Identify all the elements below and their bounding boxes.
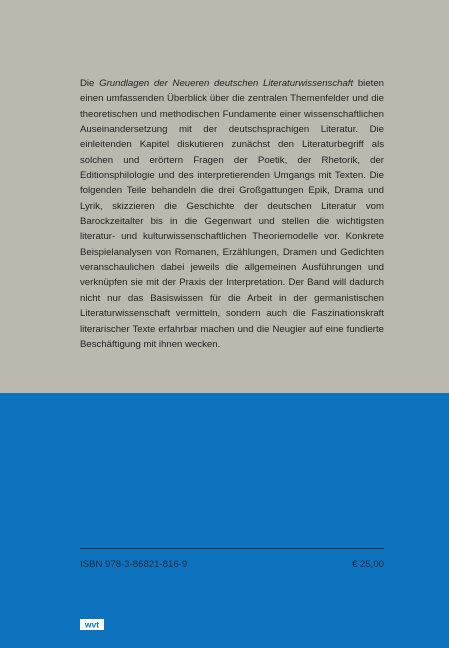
book-title-italic: Grundlagen der Neueren deutschen Literaturwissenschaft [99, 78, 354, 89]
footer-divider [80, 548, 384, 549]
isbn-label: ISBN 978-3-86821-816-9 [80, 559, 188, 570]
blurb-text: bieten einen umfassenden Überblick über die zentralen Themenfelder und die theoretischen und methodischen Fundamente einer wissenschaftlichen Auseinandersetzung mit der deutschsprachigen Literatur. Die einleitenden Kapitel diskutieren zunächst den Literaturbegriff als solchen und erörtern Fragen der Poetik, der Rhetorik, der Editionsphilologie und des interpretierenden Umgangs mit Texten. Die folgenden Teile behandeln die drei Großgattungen Epik, Drama und Lyrik, skizzieren die Geschichte der deutschen Literatur vom Barockzeitalter bis in die Gegenwart und stellen die wichtigsten literatur- und kulturwissenschaftlichen Theoriemodelle vor. Konkrete Beispielanalysen von Romanen, Erzählungen, Dramen und Gedichten veranschaulichen dabei jeweils die allgemeinen Ausführungen und verknüpfen sie mit der Praxis der Interpretation. Der Band will dadurch nicht nur das Basiswissen für die Arbeit in der germanistischen Literaturwissenschaft vermitteln, sondern auch die Faszinationskraft literarischer Texte erfahrbar machen und die Neugier auf eine fundierte Beschäftigung mit ihnen wecken. [80, 78, 384, 350]
price-label: € 25,00 [351, 559, 384, 570]
footer-panel [0, 393, 449, 648]
publisher-logo-text: wvt [84, 619, 100, 630]
cover-blurb [80, 76, 384, 352]
publisher-logo [80, 619, 104, 630]
blurb-intro: Die [80, 78, 100, 89]
